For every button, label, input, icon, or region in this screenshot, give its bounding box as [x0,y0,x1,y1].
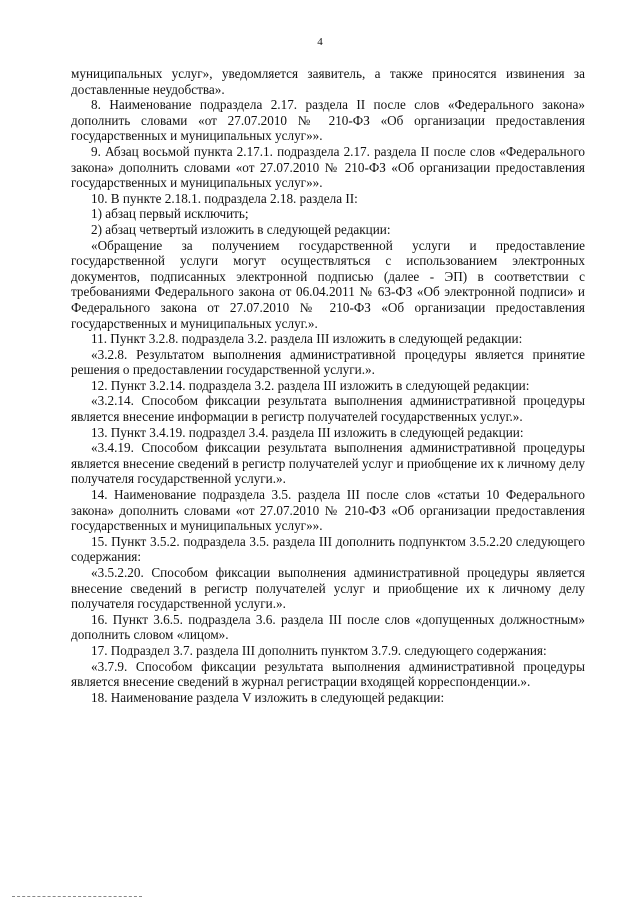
paragraph-item-16: 16. Пункт 3.6.5. подраздела 3.6. раздела III после слов «допущенных должностным» дополнить словом «лицом». [71,611,585,643]
paragraph-item-12: 12. Пункт 3.2.14. подраздела 3.2. раздела III изложить в следующей редакции: [91,377,530,393]
paragraph-item-11: 11. Пункт 3.2.8. подраздела 3.2. раздела III изложить в следующей редакции: [91,331,523,347]
paragraph-quote-3-2-14: «3.2.14. Способом фиксации результата выполнения административной процедуры является внесение информации в регистр получателей государственных услуг.». [71,393,585,425]
paragraph-item-8: 8. Наименование подраздела 2.17. раздела II после слов «Федерального закона» дополнить словами «от 27.07.2010 № 210-ФЗ «Об организации предоставления государственных и муниципальных услуг»». [71,97,585,144]
paragraph-item-15: 15. Пункт 3.5.2. подраздела 3.5. раздела III дополнить подпунктом 3.5.2.20 следующего содержания: [71,533,585,565]
paragraph-item-10: 10. В пункте 2.18.1. подраздела 2.18. раздела II: [91,190,358,206]
paragraph-quote-3-4-19: «3.4.19. Способом фиксации результата выполнения административной процедуры является внесение сведений в регистр получателей услуг и приобщение их к личному делу получателя государственной услуги.». [71,440,585,487]
paragraph-item-17: 17. Подраздел 3.7. раздела III дополнить пунктом 3.7.9. следующего содержания: [91,642,547,658]
bottom-scan-rule [12,896,142,897]
paragraph-item-9: 9. Абзац восьмой пункта 2.17.1. подраздела 2.17. раздела II после слов «Федерального закона» дополнить словами «от 27.07.2010 № 210-ФЗ «Об организации предоставления государственных и муниципальных услуг»». [71,143,585,191]
paragraph-item-13: 13. Пункт 3.4.19. подраздел 3.4. раздела III изложить в следующей редакции: [91,424,524,440]
paragraph-quote-3-5-2-20: «3.5.2.20. Способом фиксации выполнения административной процедуры является внесение сведений в регистр получателей услуг и приобщение их к личному делу получателя государственной услуги.». [71,565,585,612]
paragraph-continuation: муниципальных услуг», уведомляется заявитель, а также приносятся извинения за доставленные неудобства». [71,66,585,97]
paragraph-item-14: 14. Наименование подраздела 3.5. раздела III после слов «статьи 10 Федерального закона» дополнить словами «от 27.07.2010 № 210-ФЗ «Об организации предоставления государственных и муниципальных услуг»». [71,487,585,534]
paragraph-item-18: 18. Наименование раздела V изложить в следующей редакции: [91,689,445,705]
page-number: 4 [317,36,323,48]
paragraph-quote-appeal: «Обращение за получением государственной услуги и предоставление государственной услуги могут осуществляться с использованием электронных документов, подписанных электронной подписью (далее - ЭП) в соответствии с требованиями Федерального закона от 06.04.2011 № 63-ФЗ «Об электронной подписи» и Федерального закона от 27.07.2010 № 210-ФЗ «Об организации предоставления государственных и муниципальных услуг.». [71,237,585,331]
document-body [71,66,585,705]
paragraph-quote-3-2-8: «3.2.8. Результатом выполнения административной процедуры является принятие решения о предоставлении государственной услуги.». [71,346,585,378]
paragraph-item-10-sub-1: 1) абзац первый исключить; [91,206,249,222]
paragraph-item-10-sub-2: 2) абзац четвертый изложить в следующей редакции: [91,221,391,237]
paragraph-quote-3-7-9: «3.7.9. Способом фиксации результата выполнения административной процедуры является внесение сведений в журнал регистрации входящей корреспонденции.». [71,658,585,690]
